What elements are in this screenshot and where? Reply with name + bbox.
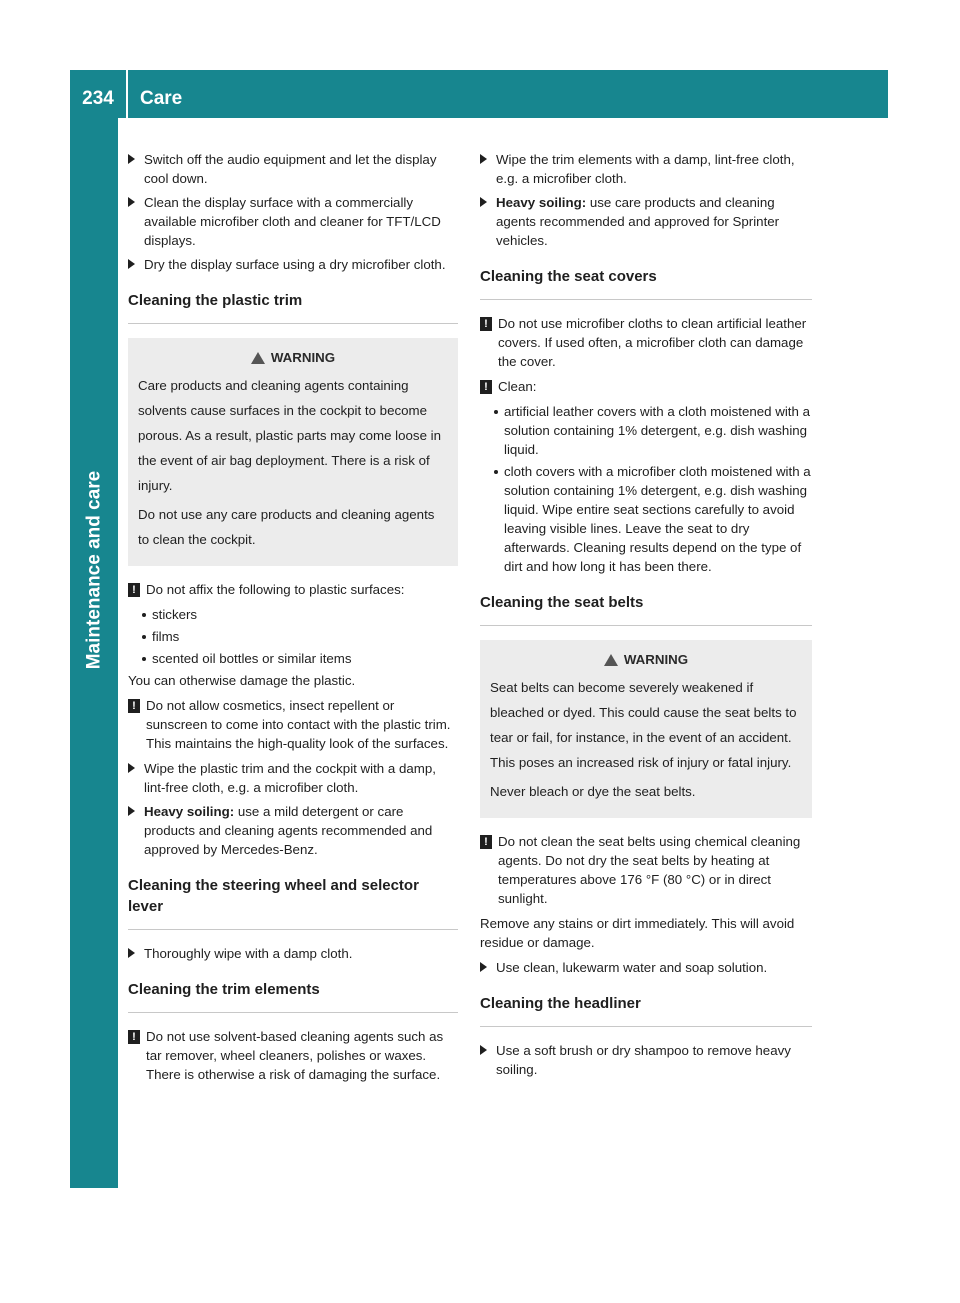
- warning-text: Care products and cleaning agents containing solvents cause surfaces in the cockpit to become porous. As a result, plastic parts may come loose in the event of air bag deployment. There is a risk of injury.: [138, 378, 442, 493]
- instruction-step: Dry the display surface using a dry microfiber cloth.: [128, 255, 458, 274]
- instruction-step: Wipe the trim elements with a damp, lint-free cloth, e.g. a microfiber cloth.: [480, 150, 812, 188]
- note: ! Do not allow cosmetics, insect repellent or sunscreen to come into contact with the plastic trim. This maintains the high-quality look of the surfaces.: [128, 696, 458, 753]
- page-header: [70, 70, 888, 118]
- instruction-step: Thoroughly wipe with a damp cloth.: [128, 944, 458, 963]
- arrow-icon: [128, 197, 135, 207]
- heading-plastic-trim: Cleaning the plastic trim: [128, 290, 458, 324]
- instruction-step: Use a soft brush or dry shampoo to remove heavy soiling.: [480, 1041, 812, 1079]
- warning-box: [480, 640, 812, 818]
- section-title: Care: [140, 88, 183, 109]
- side-tab-label: Maintenance and care: [83, 470, 104, 670]
- instruction-step: Wipe the plastic trim and the cockpit with a damp, lint-free cloth, e.g. a microfiber cloth.: [128, 759, 458, 797]
- warning-header: WARNING: [490, 650, 802, 669]
- bullet-icon: [142, 657, 146, 661]
- arrow-icon: [128, 259, 135, 269]
- arrow-icon: [128, 763, 135, 773]
- list-item: scented oil bottles or similar items: [142, 649, 458, 668]
- arrow-icon: [128, 154, 135, 164]
- arrow-icon: [480, 1045, 487, 1055]
- warning-text: Never bleach or dye the seat belts.: [490, 784, 696, 799]
- exclamation-icon: !: [480, 380, 492, 394]
- side-tab-bottom: [70, 1058, 118, 1188]
- right-column: [480, 150, 812, 1084]
- exclamation-icon: !: [480, 835, 492, 849]
- heading-seat-belts: Cleaning the seat belts: [480, 592, 812, 626]
- bullet-icon: [142, 635, 146, 639]
- exclamation-icon: !: [128, 699, 140, 713]
- note: ! Do not use solvent-based cleaning agents such as tar remover, wheel cleaners, polishes or waxes. There is otherwise a risk of damaging the surface.: [128, 1027, 458, 1084]
- left-column: [128, 150, 458, 1090]
- heading-trim-elements: Cleaning the trim elements: [128, 979, 458, 1013]
- warning-box: [128, 338, 458, 566]
- warning-text: Seat belts can become severely weakened if bleached or dyed. This could cause the seat belts to tear or fail, for instance, in the event of an accident. This poses an increased risk of injury or fatal injury.: [490, 680, 797, 770]
- arrow-icon: [128, 806, 135, 816]
- instruction-step: Heavy soiling: use care products and cleaning agents recommended and approved for Sprinter vehicles.: [480, 193, 812, 250]
- side-tab-label-wrap: [76, 450, 112, 690]
- bullet-icon: [494, 470, 498, 474]
- bullet-icon: [494, 410, 498, 414]
- note: ! Do not affix the following to plastic surfaces:: [128, 580, 458, 599]
- instruction-step: Clean the display surface with a commercially available microfiber cloth and cleaner for TFT/LCD displays.: [128, 193, 458, 250]
- instruction-step: Use clean, lukewarm water and soap solution.: [480, 958, 812, 977]
- warning-text: Do not use any care products and cleaning agents to clean the cockpit.: [138, 507, 435, 547]
- exclamation-icon: !: [128, 583, 140, 597]
- instruction-step: Heavy soiling: use a mild detergent or care products and cleaning agents recommended and approved by Mercedes-Benz.: [128, 802, 458, 859]
- arrow-icon: [480, 197, 487, 207]
- exclamation-icon: !: [480, 317, 492, 331]
- instruction-step: Switch off the audio equipment and let the display cool down.: [128, 150, 458, 188]
- paragraph: Remove any stains or dirt immediately. This will avoid residue or damage.: [480, 916, 795, 950]
- list-item: films: [142, 627, 458, 646]
- list-item: stickers: [142, 605, 458, 624]
- note: ! Clean:: [480, 377, 812, 396]
- list-item: cloth covers with a microfiber cloth moistened with a solution containing 1% detergent, e.g. dish washing liquid. Wipe entire seat sections carefully to avoid leaving visible lines. Leave the seat to dry afterwards. Cleaning results depend on the type of dirt and how long it has been there.: [494, 462, 812, 576]
- heading-seat-covers: Cleaning the seat covers: [480, 266, 812, 300]
- arrow-icon: [128, 948, 135, 958]
- warning-triangle-icon: [251, 352, 265, 364]
- bullet-icon: [142, 613, 146, 617]
- heading-headliner: Cleaning the headliner: [480, 993, 812, 1027]
- header-divider: [126, 70, 128, 118]
- note: ! Do not clean the seat belts using chemical cleaning agents. Do not dry the seat belts by heating at temperatures above 176 °F (80 °C) or in direct sunlight.: [480, 832, 812, 908]
- arrow-icon: [480, 154, 487, 164]
- arrow-icon: [480, 962, 487, 972]
- page-number: 234: [82, 88, 114, 109]
- note: ! Do not use microfiber cloths to clean artificial leather covers. If used often, a microfiber cloth can damage the cover.: [480, 314, 812, 371]
- paragraph: You can otherwise damage the plastic.: [128, 673, 356, 688]
- list-item: artificial leather covers with a cloth moistened with a solution containing 1% detergent, e.g. dish washing liquid.: [494, 402, 812, 459]
- warning-triangle-icon: [604, 654, 618, 666]
- warning-header: WARNING: [138, 348, 448, 367]
- exclamation-icon: !: [128, 1030, 140, 1044]
- heading-steering-wheel: Cleaning the steering wheel and selector lever: [128, 875, 458, 930]
